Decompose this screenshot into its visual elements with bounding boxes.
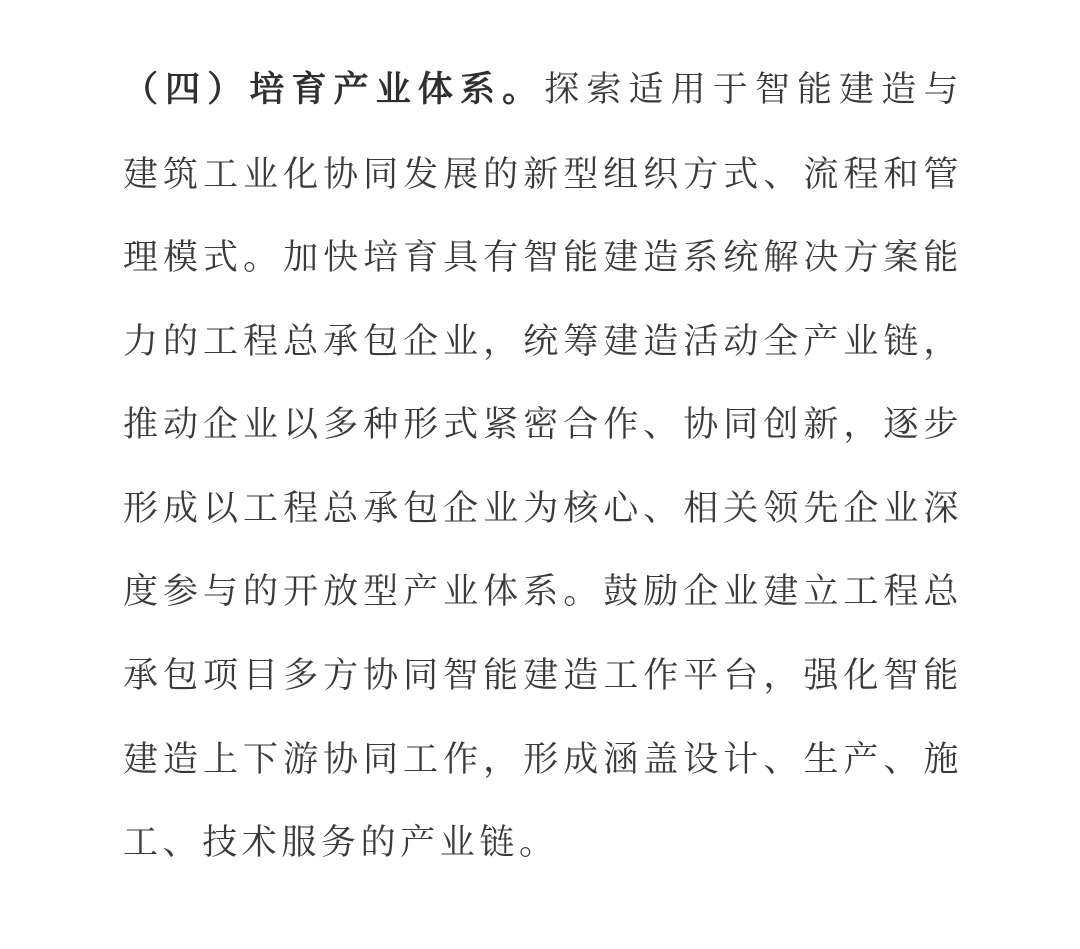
paragraph-line-6: 形成以工程总承包企业为核心、相关领先企业深 [123,489,963,529]
paragraph-line-8: 承包项目多方协同智能建造工作平台，强化智能 [123,656,963,696]
line-text: 探索适用于智能建造与 [544,70,963,110]
paragraph-line-5: 推动企业以多种形式紧密合作、协同创新，逐步 [123,405,963,445]
section-heading: （四）培育产业体系。 [123,70,545,110]
paragraph-line-9: 建造上下游协同工作，形成涵盖设计、生产、施 [123,740,963,780]
paragraph-line-7: 度参与的开放型产业体系。鼓励企业建立工程总 [123,572,963,612]
paragraph-line-1 [123,70,963,110]
paragraph-line-2: 建筑工业化协同发展的新型组织方式、流程和管 [123,155,963,195]
paragraph-line-4: 力的工程总承包企业，统筹建造活动全产业链， [123,322,963,362]
paragraph-line-10: 工、技术服务的产业链。 [123,823,559,863]
paragraph-line-3: 理模式。加快培育具有智能建造系统解决方案能 [123,238,963,278]
